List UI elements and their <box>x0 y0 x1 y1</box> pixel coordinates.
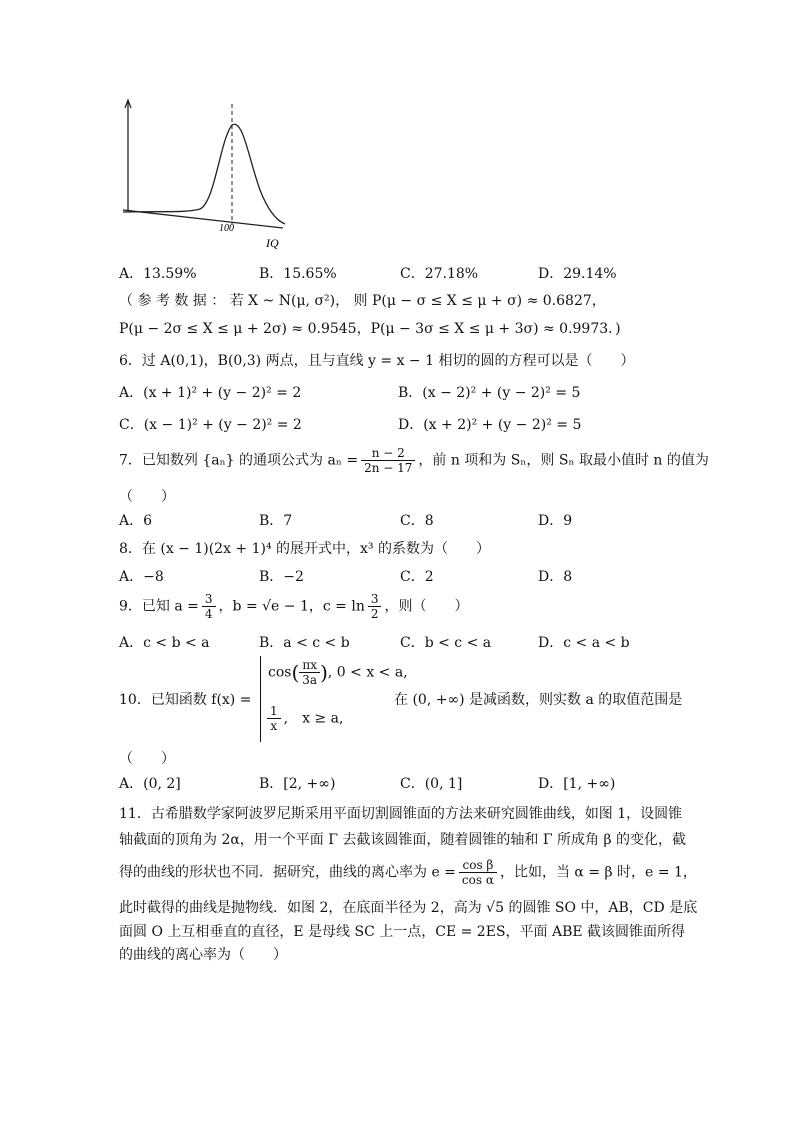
q8-option-c[interactable]: C．2 <box>400 569 434 585</box>
q9-a-den: 4 <box>204 607 213 621</box>
q10-case1-den: 3a <box>302 673 318 687</box>
q5-reference-line2: P(μ − 2σ ≤ X ≤ μ + 2σ) ≈ 0.9545，P(μ − 3σ ≤ X ≤ μ + 3σ) ≈ 0.9973．) <box>119 321 621 337</box>
q9-stem-b: ，b = √e − 1，c = ln <box>218 598 365 615</box>
q10-case1-fraction <box>299 658 320 687</box>
q5-option-a[interactable]: A．13.59% <box>119 266 197 282</box>
q10-option-d[interactable]: D．[1, +∞) <box>538 776 616 792</box>
normal-curve-figure <box>115 90 295 260</box>
q6-stem: 6．过 A(0,1)，B(0,3) 两点，且与直线 y = x − 1 相切的圆的方程可以是（ ） <box>119 353 635 369</box>
label-mu: 100 <box>219 223 234 234</box>
q9-a-num: 3 <box>202 592 216 607</box>
x-axis <box>123 210 283 228</box>
q9-option-c[interactable]: C．b < c < a <box>400 635 492 651</box>
q11-line3 <box>119 858 697 887</box>
q7-frac-num: n − 2 <box>361 446 415 461</box>
q7-frac-den: 2n − 17 <box>364 461 413 475</box>
q10-case1-cond: , 0 < x < a, <box>327 664 408 681</box>
q7-option-d[interactable]: D．9 <box>538 513 573 529</box>
q9-a-fraction <box>202 592 216 621</box>
q9-c-den: 2 <box>370 607 379 621</box>
q8-stem: 8．在 (x − 1)(2x + 1)⁴ 的展开式中，x³ 的系数为（ ） <box>119 541 490 557</box>
q8-option-d[interactable]: D．8 <box>538 569 573 585</box>
q11-line1: 11．古希腊数学家阿波罗尼斯采用平面切割圆锥面的方法来研究圆锥曲线，如图 1，设圆锥 <box>119 806 683 822</box>
q7-stem-b: ，前 n 项和为 Sₙ，则 Sₙ 取最小值时 n 的值为 <box>418 452 709 469</box>
q8-option-a[interactable]: A．−8 <box>119 569 164 585</box>
q10-case1: cos( $\frac{\pi x}{3a}$ ), 0 < x < a, <box>268 658 408 687</box>
q11-line2: 轴截面的顶角为 2α，用一个平面 Γ 去截该圆锥面，随着圆锥的轴和 Γ 所成角 β 的变化，截 <box>119 832 687 848</box>
q5-reference-line1: （ 参 考 数 据 ： 若 X ~ N(μ, σ²)， 则 P(μ − σ ≤ X ≤ μ + σ) ≈ 0.6827， <box>119 293 606 309</box>
q9-option-a[interactable]: A．c < b < a <box>119 635 210 651</box>
q10-option-a[interactable]: A．(0, 2] <box>119 776 181 792</box>
q10-case2-cond: , x ≥ a, <box>283 710 344 727</box>
q6-option-a[interactable]: A．(x + 1)² + (y − 2)² = 2 <box>119 385 302 401</box>
q7-option-c[interactable]: C．8 <box>400 513 434 529</box>
q10-case1-num: πx <box>299 658 320 673</box>
q9-stem-c: ，则（ ） <box>384 598 469 615</box>
q6-option-c[interactable]: C．(x − 1)² + (y − 2)² = 2 <box>119 417 302 433</box>
q11-line5: 面圆 O 上互相垂直的直径，E 是母线 SC 上一点，CE = 2ES，平面 ABE 截该圆锥面所得 <box>119 924 686 940</box>
q11-line4: 此时截得的曲线是抛物线．如图 2，在底面半径为 2，高为 √5 的圆锥 SO 中，AB，CD 是底 <box>119 900 698 916</box>
q7-paren: （ ） <box>119 489 175 505</box>
q10-case2-den: x <box>270 719 278 733</box>
q10-option-b[interactable]: B．[2, +∞) <box>259 776 336 792</box>
q6-option-d[interactable]: D．(x + 2)² + (y − 2)² = 5 <box>398 417 582 433</box>
q7-stem-a: 7．已知数列 {aₙ} 的通项公式为 aₙ = <box>119 452 359 469</box>
q10-paren: （ ） <box>119 751 175 767</box>
q5-option-c[interactable]: C．27.18% <box>400 266 479 282</box>
q7-stem <box>119 446 709 475</box>
q7-fraction <box>361 446 415 475</box>
q10-case2 <box>264 704 343 733</box>
q10-piecewise-brace <box>260 656 261 742</box>
q9-c-num: 3 <box>368 592 382 607</box>
q10-case2-num: 1 <box>267 704 281 719</box>
q11-line6: 的曲线的离心率为（ ） <box>119 947 287 963</box>
q11-line3-a: 得的曲线的形状也不同．据研究，曲线的离心率为 e = <box>119 864 456 881</box>
q7-option-b[interactable]: B．7 <box>259 513 293 529</box>
q11-frac-den: cos α <box>461 873 494 887</box>
q5-option-d[interactable]: D．29.14% <box>538 266 617 282</box>
q9-stem-a: 9．已知 a = <box>119 598 199 615</box>
density-curve <box>123 124 285 224</box>
q10-stem-b: 在 (0, +∞) 是减函数，则实数 a 的取值范围是 <box>394 692 683 708</box>
q9-stem <box>119 592 468 621</box>
q11-frac-num: cos β <box>459 858 497 873</box>
q5-option-b[interactable]: B．15.65% <box>259 266 337 282</box>
q9-option-d[interactable]: D．c < a < b <box>538 635 630 651</box>
q6-option-b[interactable]: B．(x − 2)² + (y − 2)² = 5 <box>398 385 581 401</box>
q10-stem-a: 10．已知函数 f(x) = <box>119 692 252 708</box>
q8-option-b[interactable]: B．−2 <box>259 569 304 585</box>
q9-c-fraction <box>368 592 382 621</box>
q10-option-c[interactable]: C．(0, 1] <box>400 776 463 792</box>
q11-eccentricity-fraction <box>459 858 497 887</box>
q10-case1-cos: cos <box>268 664 292 681</box>
q7-option-a[interactable]: A．6 <box>119 513 153 529</box>
label-iq: IQ <box>266 236 279 250</box>
q10-case2-fraction <box>267 704 281 733</box>
q9-option-b[interactable]: B．a < c < b <box>259 635 350 651</box>
q11-line3-b: ，比如，当 α = β 时，e = 1， <box>499 864 697 881</box>
